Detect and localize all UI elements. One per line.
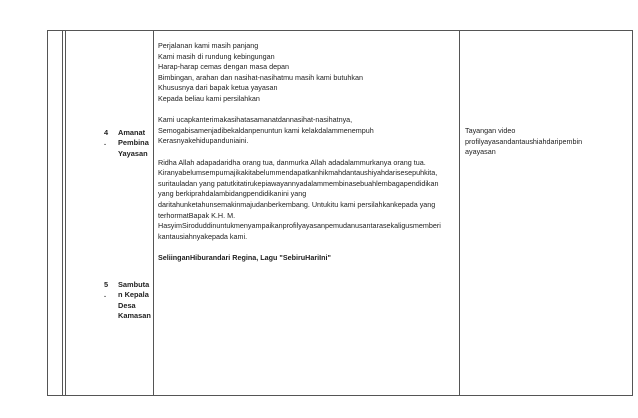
script-line: kantausiahnyakepada kami. [158,231,248,241]
table-bottom-border [47,395,633,396]
script-line: Kami masih di rundung kebingungan [158,51,275,61]
agenda-label-line: Amanat [118,128,146,137]
agenda-label-line: Sambuta [118,280,150,289]
table-col-border [65,30,66,396]
script-line: suritauladan yang patutkitatirukepiawayannyadalammembinasebuahlembagapendidikan [158,178,439,188]
media-note-line: profilyayasandantaushiahdaripembin [465,136,583,146]
agenda-label-line: Pembina [118,138,149,148]
script-line: Harap-harap cemas dengan masa depan [158,62,290,72]
script-line: Semogabisamenjadibekaldanpenuntun kami kelakdalammenempuh [158,125,374,135]
media-notes [465,126,582,158]
media-note-line: Tayangan video [465,126,516,135]
script-content [158,41,441,263]
script-line: Kerasnyakehidupanduniaini. [158,136,249,146]
script-line: Kami ucapkanterimakasihatasamanatdannasihat-nasihatnya, [158,115,353,125]
table-col-border [153,30,154,396]
agenda-label [118,280,158,322]
table-col-border [459,30,460,396]
table-col-border [632,30,633,396]
script-line: Ridha Allah adapadaridha orang tua, danmurka Allah adadalammurkanya orang tua. [158,157,426,167]
agenda-label-line: Desa [118,300,136,310]
table-col-border [62,30,63,396]
script-line [158,242,441,253]
script-line: Perjalanan kami masih panjang [158,41,259,50]
script-line: Kiranyabelumsempurnajikakitabelummendapatkanhikmahdantaushiyahdarisesepuhkita, [158,168,438,178]
media-note-line: ayayasan [465,147,496,157]
agenda-number: 4 . [104,128,109,148]
script-line: Khususnya dari bapak ketua yayasan [158,83,278,93]
script-line [158,105,441,116]
table-col-border [47,30,48,396]
script-line: Kepada beliau kami persilahkan [158,93,260,103]
agenda-label-line: Kamasan [118,311,151,321]
agenda-label-line: n Kepala [118,290,149,300]
agenda-label [118,128,158,159]
script-line: yang berkiprahdalambidangpendidikanini yang [158,189,307,199]
script-line: daritahunketahunsemakinmajudanberkembang. Untukitu kami persilahkankepada yang [158,199,436,209]
agenda-label-line: Yayasan [118,148,148,158]
script-line: Bimbingan, arahan dan nasihat-nasihatmu masih kami butuhkan [158,72,363,82]
script-line [158,147,441,158]
script-line: HasyimSiroduddinuntukmenyampaikanprofilyayasanpemudanusantarasekaligusmemberi [158,221,441,231]
script-line: terhormatBapak K.H. M. [158,210,236,220]
table-top-border [47,30,633,31]
agenda-number: 5 . [104,280,109,300]
entertainment-cue-line: SeliinganHiburandari Regina, Lagu "SebiruHariIni" [158,252,331,262]
